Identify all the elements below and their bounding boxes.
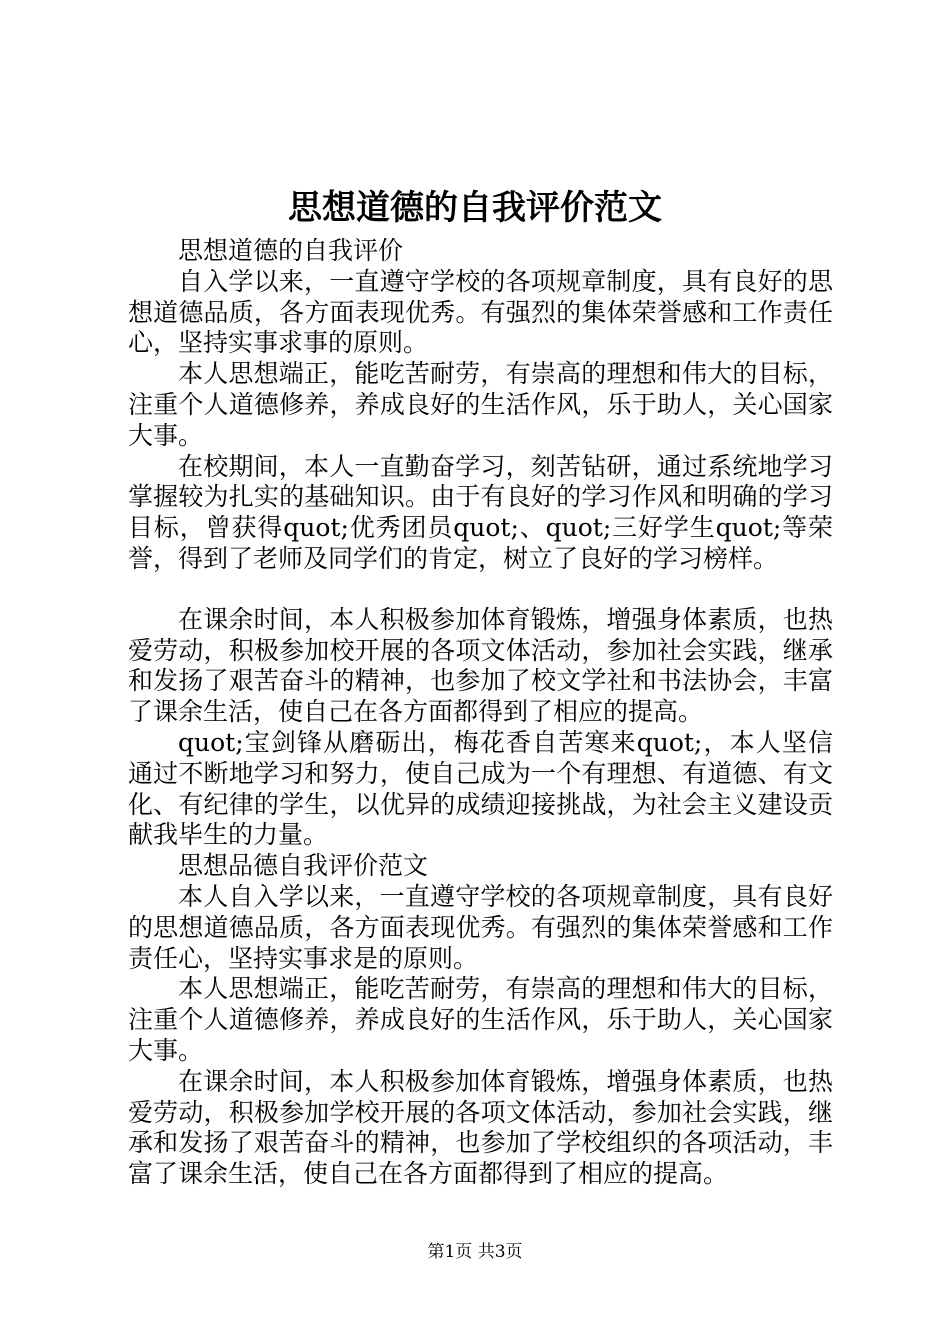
paragraph: 本人自入学以来，一直遵守学校的各项规章制度，具有良好的思想道德品质，各方面表现优秀。有强烈的集体荣誉感和工作责任心，坚持实事求是的原则。 — [128, 881, 833, 973]
paragraph-subtitle: 思想品德自我评价范文 — [178, 851, 429, 881]
paragraph: 在课余时间，本人积极参加体育锻炼，增强身体素质，也热爱劳动，积极参加校开展的各项文体活动，参加社会实践，继承和发扬了艰苦奋斗的精神，也参加了校文学社和书法协会，丰富了课余生活，使自己在各方面都得到了相应的提高。 — [128, 604, 833, 727]
paragraph: 在校期间，本人一直勤奋学习，刻苦钻研，通过系统地学习掌握较为扎实的基础知识。由于有良好的学习作风和明确的学习目标，曾获得quot;优秀团员quot;、quot;三好学生quot;等荣誉，得到了老师及同学们的肯定，树立了良好的学习榜样。 — [128, 451, 833, 573]
paragraph-subtitle: 思想道德的自我评价 — [178, 236, 404, 265]
document-title: 思想道德的自我评价范文 — [288, 188, 662, 228]
page-footer: 第1页 共3页 — [427, 1242, 523, 1262]
paragraph: 自入学以来，一直遵守学校的各项规章制度，具有良好的思想道德品质，各方面表现优秀。有强烈的集体荣誉感和工作责任心，坚持实事求事的原则。 — [128, 266, 833, 358]
paragraph: quot;宝剑锋从磨砺出，梅花香自苦寒来quot;，本人坚信通过不断地学习和努力，使自己成为一个有理想、有道德、有文化、有纪律的学生，以优异的成绩迎接挑战，为社会主义建设贡献我毕生的力量。 — [128, 727, 833, 850]
document-body — [128, 236, 833, 1190]
paragraph: 本人思想端正，能吃苦耐劳，有崇高的理想和伟大的目标，注重个人道德修养，养成良好的生活作风，乐于助人，关心国家大事。 — [128, 974, 833, 1065]
paragraph: 本人思想端正，能吃苦耐劳，有崇高的理想和伟大的目标，注重个人道德修养，养成良好的生活作风，乐于助人，关心国家大事。 — [128, 359, 833, 450]
paragraph: 在课余时间，本人积极参加体育锻炼，增强身体素质，也热爱劳动，积极参加学校开展的各项文体活动，参加社会实践，继承和发扬了艰苦奋斗的精神，也参加了学校组织的各项活动，丰富了课余生活，使自己在各方面都得到了相应的提高。 — [128, 1066, 833, 1189]
